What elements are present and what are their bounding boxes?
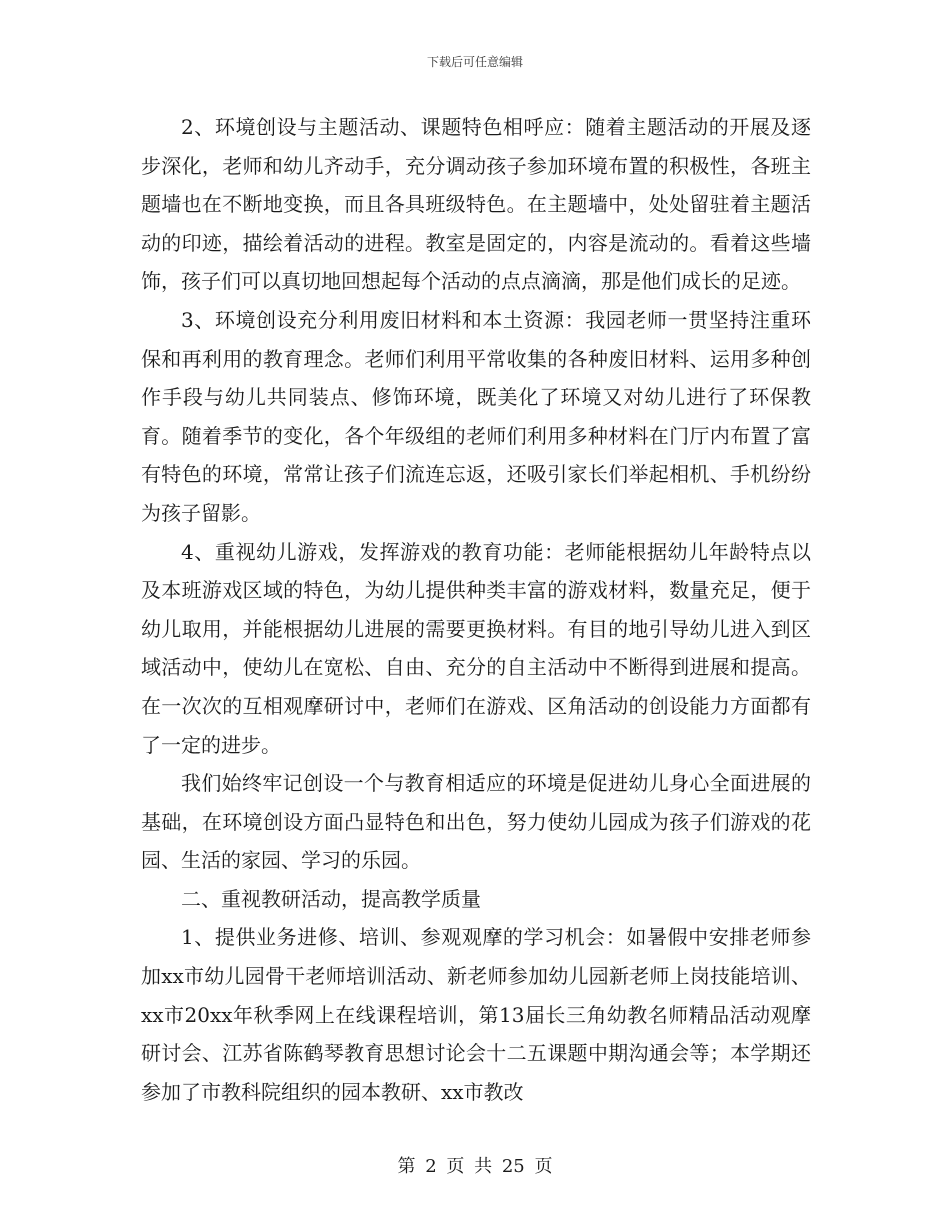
paragraph-summary: 我们始终牢记创设一个与教育相适应的环境是促进幼儿身心全面进展的基础，在环境创设方面凸显特色和出色，努力使幼儿园成为孩子们游戏的花园、生活的家园、学习的乐园。 <box>141 771 811 873</box>
page-header: 下载后可任意编辑 <box>426 55 523 69</box>
paragraph-children-games: 4、重视幼儿游戏，发挥游戏的教育功能：老师能根据幼儿年龄特点以及本班游戏区域的特色，为幼儿提供种类丰富的游戏材料，数量充足，便于幼儿取用，并能根据幼儿进展的需要更换材料。有目的地引导幼儿进入到区域活动中，使幼儿在宽松、自由、充分的自主活动中不断得到进展和提高。在一次次的互相观摩研讨中，老师们在游戏、区角活动的创设能力方面都有了一定的进步。 <box>141 539 811 757</box>
section-heading-teaching-research: 二、重视教研活动，提高教学质量 <box>181 886 481 911</box>
paragraph-recycled-materials: 3、环境创设充分利用废旧材料和本土资源：我园老师一贯坚持注重环保和再利用的教育理念。老师们利用平常收集的各种废旧材料、运用多种创作手段与幼儿共同装点、修饰环境，既美化了环境又对幼儿进行了环保教育。随着季节的变化，各个年级组的老师们利用多种材料在门厅内布置了富有特色的环境，常常让孩子们流连忘返，还吸引家长们举起相机、手机纷纷为孩子留影。 <box>141 307 811 525</box>
page-number-footer: 第 2 页 共 25 页 <box>397 1156 553 1177</box>
document-body <box>141 108 811 1111</box>
paragraph-environment-theme: 2、环境创设与主题活动、课题特色相呼应：随着主题活动的开展及逐步深化，老师和幼儿齐动手，充分调动孩子参加环境布置的积极性，各班主题墙也在不断地变换，而且各具班级特色。在主题墙中，处处留驻着主题活动的印迹，描绘着活动的进程。教室是固定的，内容是流动的。看着这些墙饰，孩子们可以真切地回想起每个活动的点点滴滴，那是他们成长的足迹。 <box>141 115 811 294</box>
paragraph-training-opportunities: 1、提供业务进修、培训、参观观摩的学习机会：如暑假中安排老师参加xx市幼儿园骨干老师培训活动、新老师参加幼儿园新老师上岗技能培训、xx市20xx年秋季网上在线课程培训，第13届长三角幼教名师精品活动观摩研讨会、江苏省陈鹤琴教育思想讨论会十二五课题中期沟通会等；本学期还参加了市教科院组织的园本教研、xx市教改 <box>141 925 811 1104</box>
